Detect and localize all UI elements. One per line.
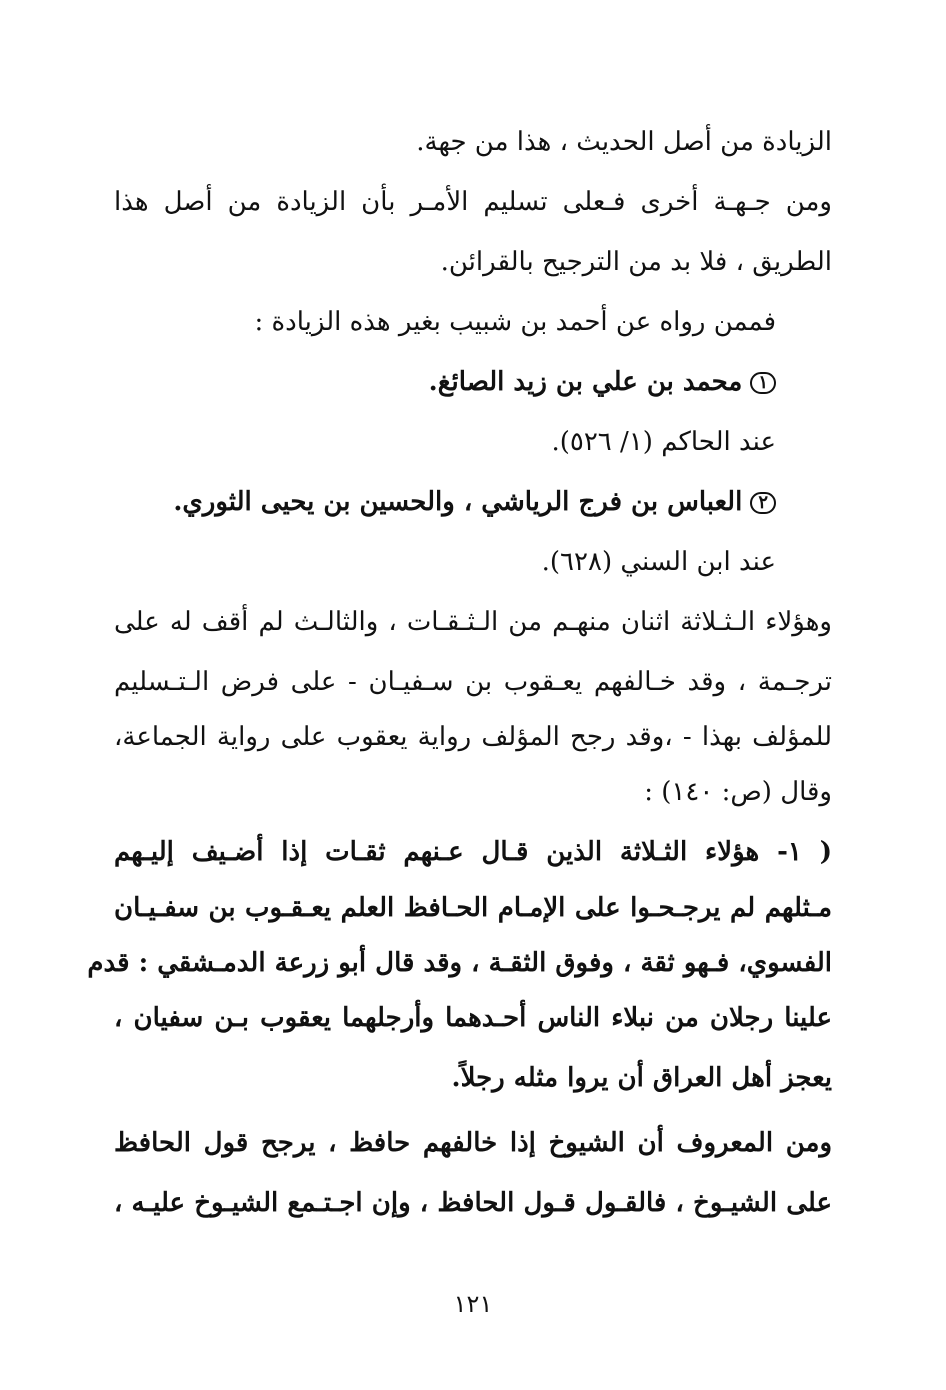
list-marker: ١ — [750, 372, 776, 394]
text-line: فممن رواه عن أحمد بن شبيب بغير هذه الزيادة : — [254, 307, 776, 337]
text-line: وهؤلاء الـثـلاثة اثنان منهـم من الـثـقـات ، والثالـث لم أقف له على — [114, 607, 832, 637]
text-line: ومن جـهـة أخرى فـعلى تسليم الأمـر بأن الزيادة من أصل هذا — [114, 187, 832, 217]
quote-line: الفسوي، فـهو ثقة ، وفوق الثقـة ، وقد قال أبو زرعة الدمـشقي : قدم — [87, 948, 832, 978]
text-line: محمد بن علي بن زيد الصائغ. — [428, 367, 743, 397]
quote-line: يعجز أهل العراق أن يروا مثله رجلاً. — [451, 1063, 832, 1093]
list-marker: ٢ — [750, 492, 776, 514]
quote-line: علينا رجلان من نبلاء الناس أحـدهما وأرجلهما يعقوب بـن سفيان ، — [114, 1003, 832, 1033]
text-line: وقال (ص: ١٤٠) : — [644, 777, 832, 807]
text-line: الطريق ، فلا بد من الترجيح بالقرائن. — [440, 247, 832, 277]
text-line: العباس بن فرج الرياشي ، والحسين بن يحيى الثوري. — [173, 487, 743, 517]
text-line: عند الحاكم (١/ ٥٢٦). — [551, 427, 776, 457]
quote-line: ( ١- هؤلاء الثـلاثة الذين قـال عـنهم ثقـات إذا أضـيف إليـهم — [114, 837, 832, 867]
text-line: ترجـمة ، وقد خـالفهم يعـقوب بن سـفيـان - على فرض الـتـسليم — [114, 667, 832, 697]
list-item-1 — [429, 364, 776, 400]
text-line: على الشيـوخ ، فالقـول قـول الحافظ ، وإن اجـتـمع الشيـوخ عليـه ، — [114, 1188, 832, 1218]
quote-line: مـثلهم لم يرجـحـوا على الإمـام الحـافظ العلم يعـقـوب بن سفـيـان — [114, 893, 832, 923]
page-number: ١٢١ — [453, 1290, 493, 1318]
text-line: الزيادة من أصل الحديث ، هذا من جهة. — [416, 127, 832, 157]
text-line: ومن المعروف أن الشيوخ إذا خالفهم حافظ ، يرجح قول الحافظ — [114, 1128, 832, 1158]
text-line: عند ابن السني (٦٢٨). — [541, 547, 776, 577]
list-item-2 — [173, 484, 776, 520]
text-line: للمؤلف بهذا - ،وقد رجح المؤلف رواية يعقوب على رواية الجماعة، — [114, 722, 832, 752]
